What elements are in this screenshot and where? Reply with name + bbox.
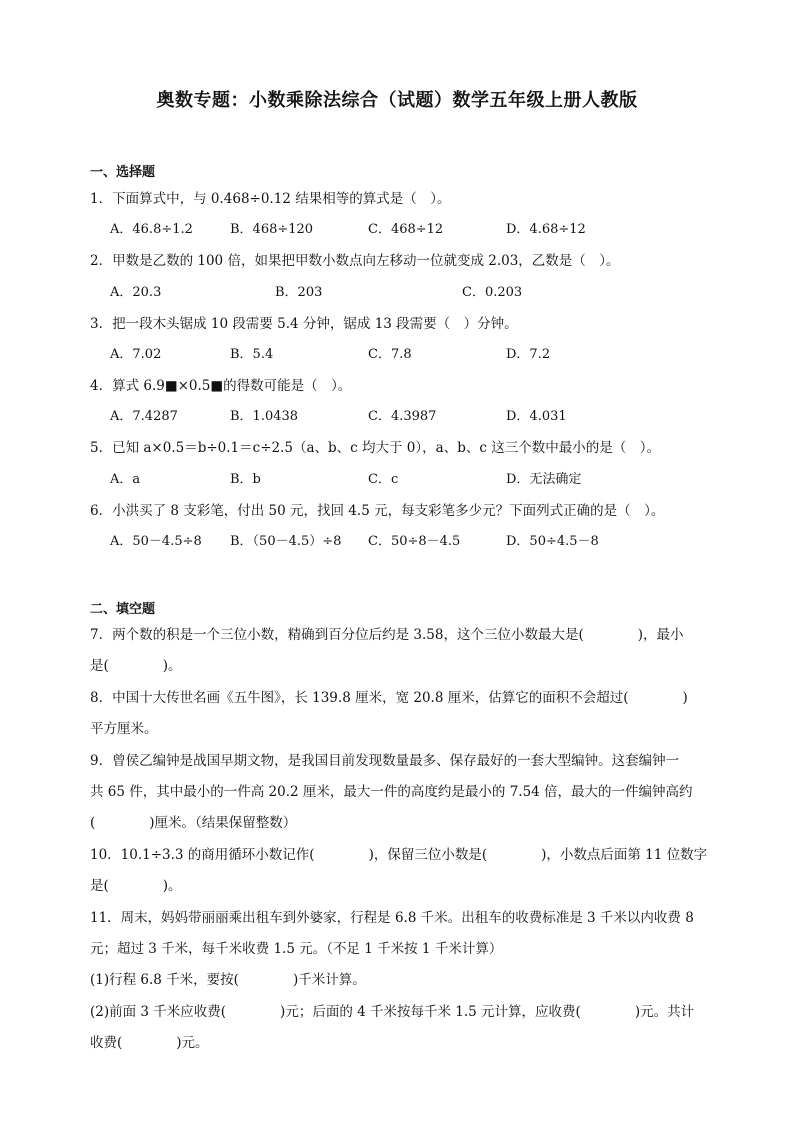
question-11-sub-1: (1)行程 6.8 千米，要按( )千米计算。 [90, 972, 366, 988]
option-d: D．7.2 [506, 347, 551, 362]
option-b: B．5.4 [230, 347, 274, 362]
option-a: A．50－4.5÷8 [110, 534, 202, 549]
question-6-stem: 6．小洪买了 8 支彩笔，付出 50 元，找回 4.5 元，每支彩笔多少元？下面列式正确的是（ ）。 [90, 503, 665, 519]
option-a: A．20.3 [110, 285, 162, 300]
question-9-line-2: 共 65 件，其中最小的一件高 20.2 厘米，最大一件的高度约是最小的 7.54 倍，最大的一件编钟高约 [90, 784, 693, 800]
question-10-line-1: 10．10.1÷3.3 的商用循环小数记作( )，保留三位小数是( )，小数点后面第 11 位数字 [90, 847, 708, 863]
option-c: C．7.8 [368, 347, 412, 362]
question-2-stem: 2．甲数是乙数的 100 倍，如果把甲数小数点向左移动一位就变成 2.03，乙数是（ ）。 [90, 253, 620, 269]
question-4-stem: 4．算式 6.9■×0.5■的得数可能是（ ）。 [90, 378, 352, 394]
option-a: A．7.4287 [110, 409, 178, 424]
question-1-options [110, 218, 710, 238]
option-b: B．468÷120 [230, 222, 314, 237]
option-d: D．50÷4.5－8 [506, 534, 599, 549]
question-7-line-2: 是( )。 [90, 658, 182, 674]
option-c: C．c [368, 472, 399, 487]
option-b: B．203 [275, 285, 323, 300]
question-8-line-1: 8．中国十大传世名画《五牛图》，长 139.8 厘米，宽 20.8 厘米，估算它的面积不会超过( ) [90, 690, 688, 706]
option-b: B．b [230, 472, 261, 487]
option-b: B．（50－4.5）÷8 [230, 534, 342, 549]
question-11-sub-2-line-1: (2)前面 3 千米应收费( )元；后面的 4 千米按每千米 1.5 元计算，应收费( )元。共计 [90, 1004, 695, 1020]
question-1-stem: 1．下面算式中，与 0.468÷0.12 结果相等的算式是（ ）。 [90, 191, 451, 207]
option-b: B．1.0438 [230, 409, 299, 424]
question-11-line-2: 元；超过 3 千米，每千米收费 1.5 元。（不足 1 千米按 1 千米计算） [90, 941, 503, 957]
question-3-options [110, 343, 710, 363]
option-a: A．46.8÷1.2 [110, 222, 193, 237]
question-5-stem: 5．已知 a×0.5＝b÷0.1＝c÷2.5（a、b、c 均大于 0），a、b、c 这三个数中最小的是（ ）。 [90, 440, 660, 456]
question-8-line-2: 平方厘米。 [90, 721, 158, 737]
question-9-line-3: ( )厘米。（结果保留整数） [90, 815, 297, 831]
question-3-stem: 3．把一段木头锯成 10 段需要 5.4 分钟，锯成 13 段需要（ ）分钟。 [90, 316, 518, 332]
option-d: D．无法确定 [506, 472, 582, 487]
section-heading-fill: 二、填空题 [90, 602, 156, 617]
option-a: A．a [110, 472, 141, 487]
option-d: D．4.031 [506, 409, 567, 424]
page-title: 奥数专题：小数乘除法综合（试题）数学五年级上册人教版 [156, 90, 638, 111]
question-10-line-2: 是( )。 [90, 878, 182, 894]
question-2-options [110, 281, 710, 301]
question-4-options [110, 405, 710, 425]
option-d: D．4.68÷12 [506, 222, 586, 237]
option-a: A．7.02 [110, 347, 162, 362]
question-5-options [110, 468, 710, 488]
option-c: C．468÷12 [368, 222, 444, 237]
question-7-line-1: 7．两个数的积是一个三位小数，精确到百分位后约是 3.58，这个三位小数最大是( )，最小 [90, 627, 684, 643]
option-c: C．50÷8－4.5 [368, 534, 461, 549]
question-11-sub-2-line-2: 收费( )元。 [90, 1035, 209, 1051]
option-c: C．0.203 [462, 285, 523, 300]
question-9-line-1: 9．曾侯乙编钟是战国早期文物，是我国目前发现数量最多、保存最好的一套大型编钟。这套编钟一 [90, 753, 680, 769]
question-11-line-1: 11．周末，妈妈带丽丽乘出租车到外婆家，行程是 6.8 千米。出租车的收费标准是 3 千米以内收费 8 [90, 910, 694, 926]
option-c: C．4.3987 [368, 409, 437, 424]
question-6-options [110, 530, 710, 550]
section-heading-choice: 一、选择题 [90, 165, 156, 180]
